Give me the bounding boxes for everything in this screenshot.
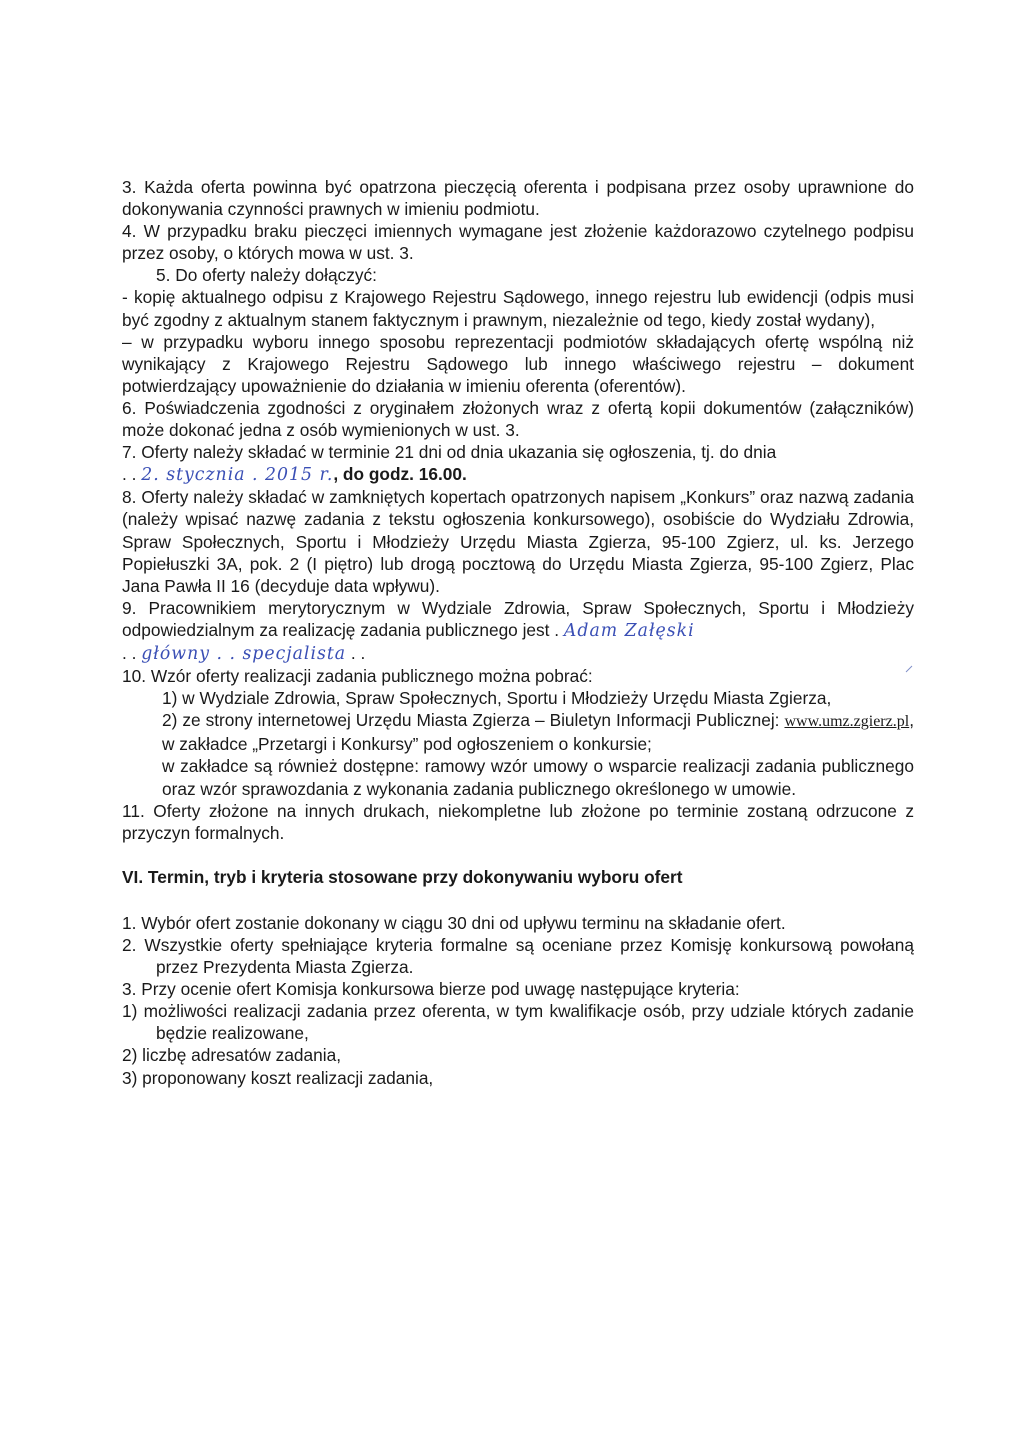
paragraph-6: 6. Poświadczenia zgodności z oryginałem złożonych wraz z ofertą kopii dokumentów (załączników) może dokonać jedna z osób wymienionych w ust. 3. <box>122 397 914 441</box>
paragraph-10-item-2 <box>162 709 914 755</box>
paragraph-10-note: w zakładce są również dostępne: ramowy wzór umowy o wsparcie realizacji zadania publicznego oraz wzór sprawozdania z wykonania zadania publicznego określonego w umowie. <box>162 756 914 799</box>
handwritten-role: główny . . specjalista <box>141 643 347 664</box>
criteria-item-2: 2) liczbę adresatów zadania, <box>122 1045 342 1066</box>
handwritten-date: 2. stycznia . 2015 r. <box>141 465 334 486</box>
paragraph-10-item-1: 1) w Wydziale Zdrowia, Spraw Społecznych, Sportu i Młodzieży Urzędu Miasta Zgierza, <box>162 688 832 709</box>
paragraph-3: 3. Każda oferta powinna być opatrzona pieczęcią oferenta i podpisana przez osoby uprawnione do dokonywania czynności prawnych w imieniu podmiotu. <box>122 177 914 220</box>
paragraph-5-item-a: - kopię aktualnego odpisu z Krajowego Rejestru Sądowego, innego rejestru lub ewidencji (odpis musi być zgodny z aktualnym stanem faktycznym i prawnym, niezależnie od tego, kiedy został wydany), <box>122 287 914 330</box>
paragraph-10: 10. Wzór oferty realizacji zadania publicznego można pobrać: <box>122 666 593 687</box>
section-vi-item-2: 2. Wszystkie oferty spełniające kryteria formalne są oceniane przez Komisję konkursową powołaną przez Prezydenta Miasta Zgierza. <box>122 935 914 978</box>
section-vi-heading: VI. Termin, tryb i kryteria stosowane przy dokonywaniu wyboru ofert <box>122 866 683 887</box>
document-body <box>122 176 914 1089</box>
pen-tick-mark <box>904 664 914 674</box>
section-vi-item-1: 1. Wybór ofert zostanie dokonany w ciągu 30 dni od upływu terminu na składanie ofert. <box>122 912 786 933</box>
paragraph-11: 11. Oferty złożone na innych drukach, niekompletne lub złożone po terminie zostaną odrzucone z przyczyn formalnych. <box>122 800 914 843</box>
paragraph-7-deadline: , do godz. 16.00. <box>333 464 467 485</box>
paragraph-4: 4. W przypadku braku pieczęci imiennych wymagane jest złożenie każdorazowo czytelnego podpisu przez osoby, o których mowa w ust. 3. <box>122 221 914 264</box>
paragraph-5: 5. Do oferty należy dołączyć: <box>156 265 377 286</box>
paragraph-9-text: 9. Pracownikiem merytorycznym w Wydziale Zdrowia, Spraw Społecznych, Sportu i Młodzieży odpowiedzialnym za realizację zadania publicznego jest . <box>122 597 914 640</box>
paragraph-7 <box>122 441 914 486</box>
paragraph-5-item-b: – w przypadku wyboru innego sposobu reprezentacji podmiotów składających ofertę wspólną niż wynikający z Krajowego Rejestru Sądowego lub innego właściwego rejestru – dokument potwierdzający upoważnienie do działania w imieniu oferenta (oferentów). <box>122 331 914 396</box>
paragraph-9 <box>122 597 914 665</box>
handwritten-name: Adam Załęski <box>563 620 695 641</box>
paragraph-9-dots-end: . . <box>350 642 366 663</box>
paragraph-8: 8. Oferty należy składać w zamkniętych kopertach opatrzonych napisem „Konkurs” oraz nazwą zadania (należy wpisać nazwę zadania z tekstu ogłoszenia konkursowego), osobiście do Wydziału Zdrowia, Spraw Społecznych, Sportu i Młodzieży Urzędu Miasta Zgierza, 95-100 Zgierz, ul. ks. Jerzego Popiełuszki 3A, pok. 2 (I piętro) lub drogą pocztową do Urzędu Miasta Zgierza, 95-100 Zgierz, Plac Jana Pawła II 16 (decyduje data wpływu). <box>122 487 914 596</box>
paragraph-9-dots: . . <box>122 642 137 663</box>
paragraph-10-item-2-end: , w zakładce „Przetargi i Konkursy” pod ogłoszeniem o konkursie; <box>162 710 914 755</box>
criteria-item-3: 3) proponowany koszt realizacji zadania, <box>122 1067 434 1088</box>
paragraph-10-item-2-text: 2) ze strony internetowej Urzędu Miasta Zgierza – Biuletyn Informacji Publicznej: <box>162 710 780 731</box>
section-vi-item-3: 3. Przy ocenie ofert Komisja konkursowa bierze pod uwagę następujące kryteria: <box>122 979 740 1000</box>
bip-link[interactable]: www.umz.zgierz.pl <box>784 713 910 731</box>
paragraph-7-text: 7. Oferty należy składać w terminie 21 dni od dnia ukazania się ogłoszenia, tj. do dnia <box>122 442 777 463</box>
criteria-item-1: 1) możliwości realizacji zadania przez oferenta, w tym kwalifikacje osób, przy udziale których zadanie będzie realizowane, <box>122 1001 914 1044</box>
paragraph-7-dots: . . <box>122 464 137 485</box>
